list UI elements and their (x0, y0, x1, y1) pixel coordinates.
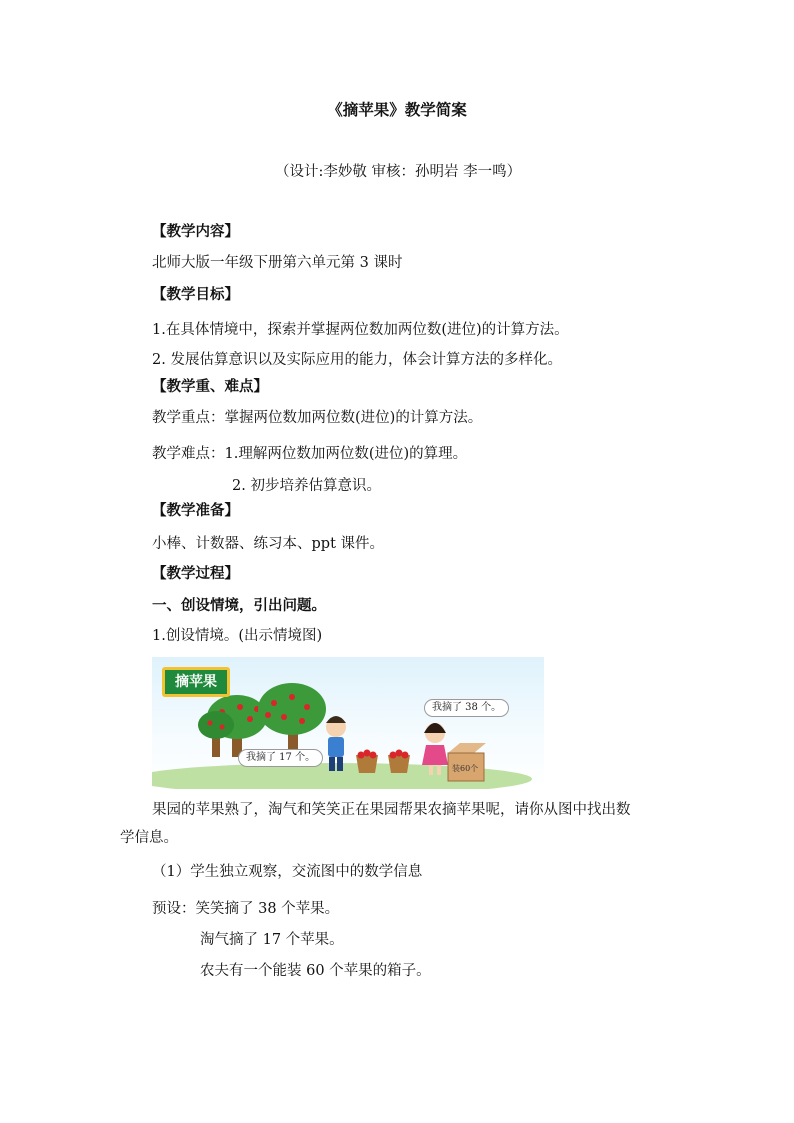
teaching-content-heading: 【教学内容】 (152, 223, 239, 240)
preset-line-1: 预设：笑笑摘了 38 个苹果。 (152, 901, 340, 917)
scene-paragraph-line-1: 果园的苹果熟了，淘气和笑笑正在果园帮果农摘苹果呢，请你从图中找出数 (152, 802, 631, 818)
document-title: 《摘苹果》教学简案 (327, 100, 467, 119)
girl-speech-bubble: 我摘了 38 个。 (424, 699, 509, 717)
key-difficult-heading: 【教学重、难点】 (152, 378, 268, 395)
apple-basket-icon (388, 750, 410, 774)
scene-paragraph-line-2: 学信息。 (120, 830, 178, 846)
apple-picking-illustration (152, 657, 544, 789)
teaching-goals-heading: 【教学目标】 (152, 286, 239, 303)
step-1-1-text: 1.创设情境。(出示情境图) (152, 628, 323, 644)
teaching-process-heading: 【教学过程】 (152, 565, 239, 582)
preset-line-3: 农夫有一个能装 60 个苹果的箱子。 (200, 963, 431, 979)
difficulty-item-1: 教学难点：1.理解两位数加两位数(进位)的算理。 (152, 446, 468, 462)
apple-tree-icon (198, 711, 234, 757)
apple-box-icon (448, 743, 486, 781)
observation-item: （1）学生独立观察，交流图中的数学信息 (152, 864, 423, 880)
teaching-content-text: 北师大版一年级下册第六单元第 3 课时 (152, 255, 403, 271)
preset-line-2: 淘气摘了 17 个苹果。 (200, 932, 344, 948)
teaching-prep-text: 小棒、计数器、练习本、ppt 课件。 (152, 536, 384, 552)
goal-item-1: 1.在具体情境中，探索并掌握两位数加两位数(进位)的计算方法。 (152, 322, 569, 338)
boy-speech-bubble: 我摘了 17 个。 (238, 749, 323, 767)
boy-figure (326, 716, 346, 771)
box-capacity-label: 装60个 (452, 764, 479, 773)
key-point-text: 教学重点：掌握两位数加两位数(进位)的计算方法。 (152, 410, 483, 426)
design-credit: （设计:李妙敬 审核：孙明岩 李一鸣） (275, 164, 522, 180)
step-1-heading: 一、创设情境，引出问题。 (152, 597, 326, 614)
teaching-prep-heading: 【教学准备】 (152, 502, 239, 519)
scene-title-tag: 摘苹果 (162, 667, 230, 697)
apple-basket-icon (356, 750, 378, 774)
apple-tree-icon (258, 683, 326, 757)
difficulty-item-2: 2. 初步培养估算意识。 (232, 478, 381, 494)
goal-item-2: 2. 发展估算意识以及实际应用的能力，体会计算方法的多样化。 (152, 352, 562, 368)
